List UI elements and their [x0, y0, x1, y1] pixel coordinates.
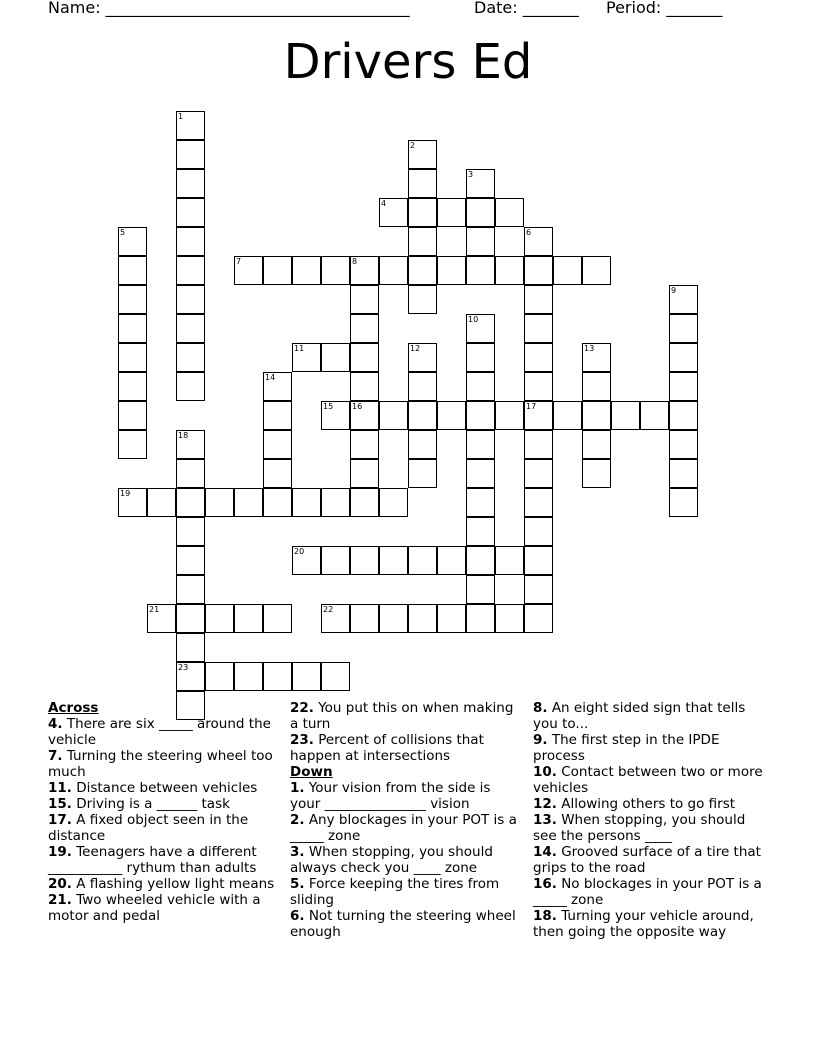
clue-number: 18.: [533, 908, 557, 924]
clue-number-label: 4: [381, 199, 387, 208]
clue-text: Driving is a ______ task: [71, 796, 230, 812]
clue-text: A flashing yellow light means: [71, 876, 275, 892]
clue-item: [533, 844, 769, 876]
clue-text: Two wheeled vehicle with a motor and pedal: [48, 892, 261, 924]
crossword-cell[interactable]: [118, 256, 147, 285]
clue-number-label: 20: [294, 547, 305, 556]
clue-number: 12.: [533, 796, 557, 812]
clue-number-label: 23: [178, 663, 189, 672]
crossword-cell[interactable]: [176, 546, 205, 575]
clue-text: The first step in the IPDE process: [533, 732, 720, 764]
crossword-cell[interactable]: [669, 314, 698, 343]
crossword-cell[interactable]: [524, 372, 553, 401]
crossword-cell[interactable]: [176, 256, 205, 285]
clue-text: There are six _____ around the vehicle: [48, 716, 271, 748]
crossword-cell[interactable]: [669, 343, 698, 372]
crossword-cell[interactable]: [176, 314, 205, 343]
crossword-cell[interactable]: [321, 488, 350, 517]
crossword-cell[interactable]: [263, 488, 292, 517]
crossword-cell[interactable]: [524, 256, 553, 285]
clue-number: 22.: [290, 700, 314, 716]
crossword-cell[interactable]: [263, 401, 292, 430]
crossword-cell[interactable]: [263, 256, 292, 285]
clue-number-label: 21: [149, 605, 160, 614]
crossword-cell[interactable]: [669, 430, 698, 459]
crossword-cell[interactable]: [321, 256, 350, 285]
clue-text: Distance between vehicles: [71, 780, 258, 796]
clue-number-label: 10: [468, 315, 479, 324]
clue-item: [290, 812, 520, 844]
clue-column-3: [533, 700, 769, 940]
clue-number-label: 6: [526, 228, 532, 237]
clue-item: [533, 876, 769, 908]
clue-item: [48, 748, 280, 780]
clue-item: [533, 812, 769, 844]
crossword-cell[interactable]: [408, 285, 437, 314]
clue-number-label: 18: [178, 431, 189, 440]
clue-text: An eight sided sign that tells you to...: [533, 700, 746, 732]
crossword-cell[interactable]: [350, 604, 379, 633]
crossword-cell[interactable]: [118, 285, 147, 314]
clue-text: Turning your vehicle around, then going the opposite way: [533, 908, 754, 940]
clue-item: [48, 876, 280, 892]
clue-item: [290, 908, 520, 940]
clue-number-label: 5: [120, 228, 126, 237]
crossword-cell[interactable]: [524, 517, 553, 546]
page-title: Drivers Ed: [283, 34, 533, 90]
crossword-cell[interactable]: [379, 488, 408, 517]
crossword-cell[interactable]: [118, 430, 147, 459]
crossword-cell[interactable]: [263, 459, 292, 488]
clue-number-label: 2: [410, 141, 416, 150]
crossword-cell[interactable]: [292, 488, 321, 517]
crossword-cell[interactable]: [495, 256, 524, 285]
crossword-cell[interactable]: [205, 488, 234, 517]
clue-number-label: 8: [352, 257, 358, 266]
crossword-cell[interactable]: [408, 546, 437, 575]
crossword-cell[interactable]: [466, 401, 495, 430]
crossword-cell[interactable]: [176, 575, 205, 604]
clue-number: 17.: [48, 812, 72, 828]
crossword-cell[interactable]: [524, 604, 553, 633]
crossword-cell[interactable]: [234, 662, 263, 691]
clue-number: 3.: [290, 844, 305, 860]
clue-number-label: 7: [236, 257, 242, 266]
crossword-cell[interactable]: [466, 430, 495, 459]
crossword-cell[interactable]: [350, 372, 379, 401]
clue-number-label: 13: [584, 344, 595, 353]
crossword-cell[interactable]: [205, 662, 234, 691]
crossword-cell[interactable]: [582, 256, 611, 285]
clue-text: Your vision from the side is your _______________ vision: [290, 780, 491, 812]
clue-number: 23.: [290, 732, 314, 748]
clue-item: [290, 780, 520, 812]
clue-item: [48, 780, 280, 796]
crossword-cell[interactable]: [437, 401, 466, 430]
crossword-cell[interactable]: [611, 401, 640, 430]
crossword-cell[interactable]: [466, 372, 495, 401]
clue-number: 15.: [48, 796, 72, 812]
clue-number: 21.: [48, 892, 72, 908]
crossword-cell[interactable]: [176, 343, 205, 372]
crossword-cell[interactable]: [263, 604, 292, 633]
clue-number: 14.: [533, 844, 557, 860]
clue-text: When stopping, you should see the persons ____: [533, 812, 746, 844]
clue-text: When stopping, you should always check you ____ zone: [290, 844, 493, 876]
crossword-cell[interactable]: [495, 604, 524, 633]
clue-number: 8.: [533, 700, 548, 716]
clue-number-label: 9: [671, 286, 677, 295]
crossword-cell[interactable]: [524, 314, 553, 343]
crossword-cell[interactable]: [176, 633, 205, 662]
crossword-cell[interactable]: [350, 314, 379, 343]
crossword-cell[interactable]: [118, 372, 147, 401]
crossword-cell[interactable]: [321, 546, 350, 575]
clue-item: [290, 700, 520, 732]
crossword-cell[interactable]: [350, 343, 379, 372]
crossword-cell[interactable]: [350, 488, 379, 517]
crossword-cell[interactable]: [466, 575, 495, 604]
clue-item: [290, 844, 520, 876]
clue-text: You put this on when making a turn: [290, 700, 514, 732]
crossword-cell[interactable]: [292, 256, 321, 285]
crossword-cell[interactable]: [437, 546, 466, 575]
crossword-cell[interactable]: [466, 604, 495, 633]
crossword-cell[interactable]: [350, 285, 379, 314]
crossword-cell[interactable]: [234, 604, 263, 633]
crossword-cell[interactable]: [466, 459, 495, 488]
crossword-cell[interactable]: [408, 604, 437, 633]
crossword-cell[interactable]: [495, 546, 524, 575]
clue-item: [290, 732, 520, 764]
crossword-cell[interactable]: [205, 604, 234, 633]
crossword-cell[interactable]: [176, 227, 205, 256]
crossword-cell[interactable]: [466, 488, 495, 517]
down-heading: Down: [290, 764, 333, 780]
crossword-cell[interactable]: [176, 488, 205, 517]
crossword-cell[interactable]: [350, 459, 379, 488]
period-line[interactable]: Period: _______: [606, 0, 723, 17]
crossword-cell[interactable]: [437, 604, 466, 633]
crossword-cell[interactable]: [669, 488, 698, 517]
crossword-cell[interactable]: [408, 169, 437, 198]
clue-text: Contact between two or more vehicles: [533, 764, 763, 796]
clue-number: 1.: [290, 780, 305, 796]
clue-number-label: 1: [178, 112, 184, 121]
crossword-cell[interactable]: [176, 285, 205, 314]
crossword-cell[interactable]: [118, 343, 147, 372]
crossword-cell[interactable]: [263, 662, 292, 691]
clue-number-label: 22: [323, 605, 334, 614]
crossword-cell[interactable]: [292, 662, 321, 691]
clue-item: [533, 796, 769, 812]
crossword-cell[interactable]: [176, 372, 205, 401]
crossword-cell[interactable]: [553, 256, 582, 285]
clue-item: [533, 700, 769, 732]
name-line[interactable]: Name: ______________________________________: [48, 0, 410, 17]
crossword-cell[interactable]: [118, 314, 147, 343]
clue-column-2: [290, 700, 520, 940]
clue-number-label: 14: [265, 373, 276, 382]
clue-number: 2.: [290, 812, 305, 828]
crossword-cell[interactable]: [176, 517, 205, 546]
crossword-cell[interactable]: [466, 256, 495, 285]
clue-number: 20.: [48, 876, 72, 892]
crossword-cell[interactable]: [495, 198, 524, 227]
crossword-cell[interactable]: [553, 401, 582, 430]
clue-item: [48, 716, 280, 748]
crossword-cell[interactable]: [408, 372, 437, 401]
crossword-cell[interactable]: [524, 343, 553, 372]
crossword-cell[interactable]: [408, 198, 437, 227]
crossword-cell[interactable]: [466, 546, 495, 575]
crossword-cell[interactable]: [118, 401, 147, 430]
crossword-cell[interactable]: [669, 459, 698, 488]
clue-number: 19.: [48, 844, 72, 860]
crossword-cell[interactable]: [495, 401, 524, 430]
crossword-cell[interactable]: [350, 430, 379, 459]
crossword-cell[interactable]: [408, 459, 437, 488]
clue-number: 5.: [290, 876, 305, 892]
clue-number: 4.: [48, 716, 63, 732]
crossword-cell[interactable]: [379, 256, 408, 285]
crossword-cell[interactable]: [350, 546, 379, 575]
clue-text: Teenagers have a different ___________ rythum than adults: [48, 844, 257, 876]
clue-text: Turning the steering wheel too much: [48, 748, 273, 780]
clue-item: [533, 764, 769, 796]
crossword-cell[interactable]: [321, 662, 350, 691]
crossword-cell[interactable]: [408, 401, 437, 430]
crossword-cell[interactable]: [437, 256, 466, 285]
clue-text: Grooved surface of a tire that grips to the road: [533, 844, 761, 876]
clue-text: Force keeping the tires from sliding: [290, 876, 500, 908]
crossword-cell[interactable]: [263, 430, 292, 459]
clue-number: 11.: [48, 780, 72, 796]
clue-number: 9.: [533, 732, 548, 748]
crossword-cell[interactable]: [437, 198, 466, 227]
crossword-cell[interactable]: [379, 604, 408, 633]
crossword-cell[interactable]: [408, 430, 437, 459]
clue-number-label: 16: [352, 402, 363, 411]
clue-number: 10.: [533, 764, 557, 780]
crossword-cell[interactable]: [669, 401, 698, 430]
clue-number-label: 12: [410, 344, 421, 353]
clue-number-label: 17: [526, 402, 537, 411]
crossword-cell[interactable]: [466, 198, 495, 227]
crossword-cell[interactable]: [466, 517, 495, 546]
clue-text: No blockages in your POT is a _____ zone: [533, 876, 762, 908]
clue-text: A fixed object seen in the distance: [48, 812, 249, 844]
across-heading: Across: [48, 700, 99, 716]
crossword-cell[interactable]: [524, 575, 553, 604]
clue-number: 13.: [533, 812, 557, 828]
crossword-cell[interactable]: [379, 401, 408, 430]
crossword-cell[interactable]: [669, 372, 698, 401]
date-line[interactable]: Date: _______: [474, 0, 579, 17]
crossword-cell[interactable]: [176, 459, 205, 488]
clue-item: [48, 812, 280, 844]
crossword-cell[interactable]: [176, 140, 205, 169]
crossword-cell[interactable]: [524, 488, 553, 517]
crossword-cell[interactable]: [582, 372, 611, 401]
clue-number-label: 19: [120, 489, 131, 498]
clue-text: Not turning the steering wheel enough: [290, 908, 516, 940]
crossword-cell[interactable]: [234, 488, 263, 517]
clue-number-label: 3: [468, 170, 474, 179]
crossword-cell[interactable]: [466, 227, 495, 256]
clue-text: Any blockages in your POT is a _____ zone: [290, 812, 517, 844]
clue-item: [290, 876, 520, 908]
clue-column-1: [48, 700, 280, 924]
clue-item: [48, 892, 280, 924]
clue-item: [48, 796, 280, 812]
crossword-cell[interactable]: [176, 169, 205, 198]
crossword-cell[interactable]: [147, 488, 176, 517]
clue-number: 6.: [290, 908, 305, 924]
crossword-cell[interactable]: [524, 459, 553, 488]
crossword-cell[interactable]: [466, 343, 495, 372]
crossword-cell[interactable]: [640, 401, 669, 430]
clue-item: [533, 732, 769, 764]
crossword-cell[interactable]: [321, 343, 350, 372]
crossword-cell[interactable]: [582, 401, 611, 430]
crossword-cell[interactable]: [524, 546, 553, 575]
clue-item: [48, 844, 280, 876]
crossword-cell[interactable]: [524, 285, 553, 314]
crossword-cell[interactable]: [524, 430, 553, 459]
clue-text: Allowing others to go first: [556, 796, 736, 812]
crossword-cell[interactable]: [582, 430, 611, 459]
clue-number-label: 15: [323, 402, 334, 411]
clue-text: Percent of collisions that happen at intersections: [290, 732, 484, 764]
clue-item: [533, 908, 769, 940]
clue-number: 16.: [533, 876, 557, 892]
clue-number-label: 11: [294, 344, 305, 353]
crossword-cell[interactable]: [408, 256, 437, 285]
crossword-cell[interactable]: [408, 227, 437, 256]
crossword-cell[interactable]: [582, 459, 611, 488]
crossword-cell[interactable]: [379, 546, 408, 575]
clue-number: 7.: [48, 748, 63, 764]
crossword-cell[interactable]: [176, 198, 205, 227]
crossword-cell[interactable]: [176, 604, 205, 633]
